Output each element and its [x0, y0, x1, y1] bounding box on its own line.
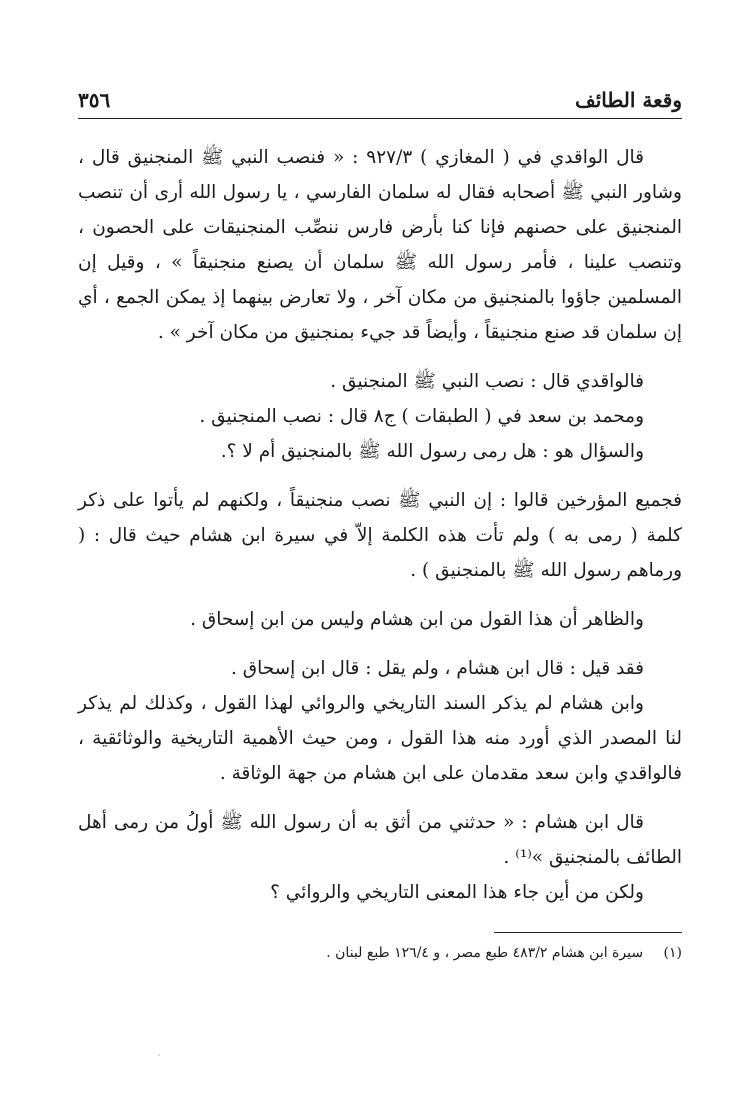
paragraph-closing-question: ولكن من أين جاء هذا المعنى التاريخي والروائي ؟: [270, 882, 644, 903]
paragraph-ibn-saad: ومحمد بن سعد في ( الطبقات ) ج٨ قال : نصب المنجنيق .: [199, 406, 644, 427]
page-header: [78, 88, 682, 119]
body-text: [78, 140, 682, 910]
paragraph-waqidi-summary: فالواقدي قال : نصب النبي ﷺ المنجنيق .: [330, 371, 644, 392]
paragraph-ibn-hisham-source: وابن هشام لم يذكر السند التاريخي والروائي لهذا القول ، وكذلك لم يذكر لنا المصدر الذي أورد منه هذا القول ، ومن حيث الأهمية التاريخية والوثائقية ، فالواقدي وابن سعد مقدمان على ابن هشام من جهة الوثاقة .: [78, 693, 682, 784]
footnote: [78, 942, 682, 964]
paragraph-question: والسؤال هو : هل رمى رسول الله ﷺ بالمنجنيق أم لا ؟.: [220, 441, 644, 462]
chapter-title: وقعة الطائف: [575, 88, 682, 112]
footnote-number: (١): [663, 945, 682, 961]
paragraph-it-was-said: فقد قيل : قال ابن هشام ، ولم يقل : قال ابن إسحاق .: [230, 658, 644, 679]
paragraph-historians: فجميع المؤرخين قالوا : إن النبي ﷺ نصب منجنيقاً ، ولكنهم لم يأتوا على ذكر كلمة ( رمى به ) ولم تأت هذه الكلمة إلاّ في سيرة ابن هشام حيث قال : ( ورماهم رسول الله ﷺ بالمنجنيق ) .: [78, 490, 682, 581]
paragraph-waqidi-quote: قال الواقدي في ( المغازي ) ٩٢٧/٣ : « فنصب النبي ﷺ المنجنيق قال ، وشاور النبي ﷺ أصحابه فقال له سلمان الفارسي ، يا رسول الله أرى أن تنصب المنجنيق على حصنهم فإنا كنا بأرض فارس ننصِّب المنجنيقات على الحصون ، وتنصب علينا ، فأمر رسول الله ﷺ سلمان أن يصنع منجنيقاً » ، وقيل إن المسلمين جاؤوا بالمنجنيق من مكان آخر ، ولا تعارض بينهما إذ يمكن الجمع ، أي إن سلمان قد صنع منجنيقاً ، وأيضاً قد جيء بمنجنيق من مكان آخر » .: [78, 147, 682, 343]
paragraph-ibn-hisham-quote: قال ابن هشام : « حدثني من أثق به أن رسول الله ﷺ أولُ من رمى أهل الطائف بالمنجنيق »⁽¹⁾ .: [78, 812, 682, 868]
page-number: ٣٥٦: [78, 88, 111, 112]
paragraph-apparent: والظاهر أن هذا القول من ابن هشام وليس من ابن إسحاق .: [190, 609, 644, 630]
paper-speck: [158, 1054, 160, 1056]
footnote-text: سيرة ابن هشام ٤٨٣/٢ طبع مصر ، و ١٢٦/٤ طبع لبنان .: [326, 945, 644, 961]
footnote-divider: [494, 932, 682, 933]
